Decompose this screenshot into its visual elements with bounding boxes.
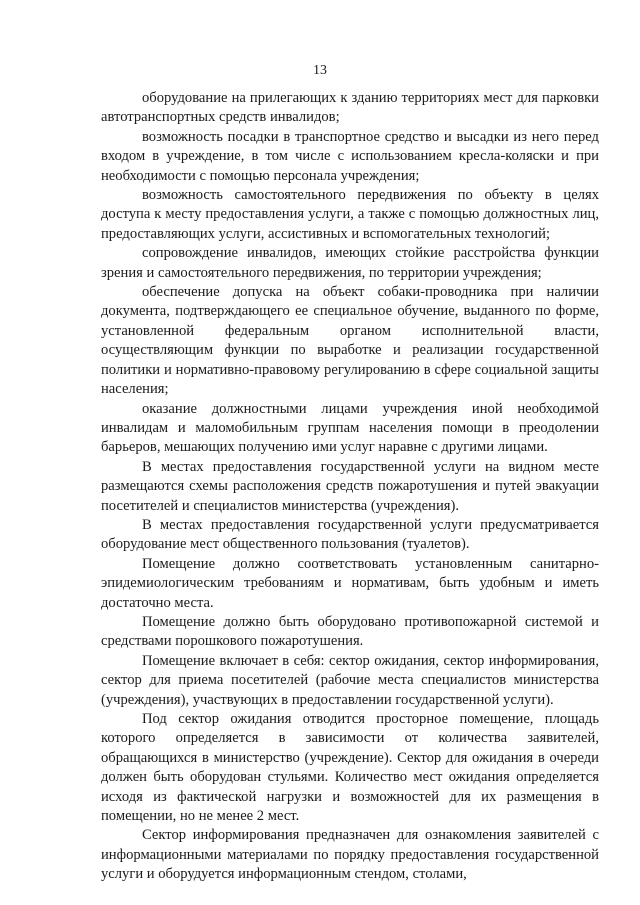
paragraph-sanitary: Помещение должно соответствовать установленным санитарно-эпидемиологическим требованиям и нормативам, быть удобным и иметь достаточно места. [101, 555, 599, 611]
paragraph-assistance: оказание должностными лицами учреждения иной необходимой инвалидам и маломобильным группам населения помощи в преодолении барьеров, мешающих получению ими услуг наравне с другими лицами. [101, 400, 599, 456]
paragraph-evacuation-schemes: В местах предоставления государственной услуги на видном месте размещаются схемы расположения средств пожаротушения и путей эвакуации посетителей и специалистов министерства (учреждения). [101, 458, 599, 514]
paragraph-waiting-sector: Под сектор ожидания отводится просторное помещение, площадь которого определяется в зависимости от количества заявителей, обращающихся в министерство (учреждение). Сектор для ожидания в очереди должен быть оборудован стульями. Количество мест ожидания определяется исходя из фактической нагрузки и возможностей для их размещения в помещении, но не менее 2 мест. [101, 711, 599, 825]
paragraph-movement: возможность самостоятельного передвижения по объекту в целях доступа к месту предоставления услуги, а также с помощью должностных лиц, предоставляющих услуги, ассистивных и вспомогательных технологий; [101, 187, 599, 242]
paragraph-parking: оборудование на прилегающих к зданию территориях мест для парковки автотранспортных средств инвалидов; [101, 90, 599, 126]
paragraph-sectors: Помещение включает в себя: сектор ожидания, сектор информирования, сектор для приема посетителей (рабочие места специалистов министерства (учреждения), участвующих в предоставлении государственной услуги). [101, 652, 599, 708]
paragraph-escort: сопровождение инвалидов, имеющих стойкие расстройства функции зрения и самостоятельного передвижения, по территории учреждения; [101, 245, 599, 281]
page-number: 13 [313, 63, 327, 78]
paragraph-guide-dog: обеспечение допуска на объект собаки-проводника при наличии документа, подтверждающего ее специальное обучение, выданного по форме, установленной федеральным органом исполнительной власти, осуществляющим функции по выработке и реализации государственной политики и нормативно-правовому регулированию в сфере социальной защиты населения; [101, 284, 599, 398]
paragraph-restrooms: В местах предоставления государственной услуги предусматривается оборудование мест общественного пользования (туалетов). [101, 516, 599, 553]
paragraph-fire-safety: Помещение должно быть оборудовано противопожарной системой и средствами порошкового пожаротушения. [101, 613, 599, 650]
paragraph-information-sector: Сектор информирования предназначен для ознакомления заявителей с информационными материалами по порядку предоставления государственной услуги и оборудуется информационным стендом, столами, [101, 827, 599, 883]
paragraph-boarding: возможность посадки в транспортное средство и высадки из него перед входом в учреждение, в том числе с использованием кресла-коляски и при необходимости с помощью персонала учреждения; [101, 128, 599, 184]
body-text [101, 89, 599, 885]
